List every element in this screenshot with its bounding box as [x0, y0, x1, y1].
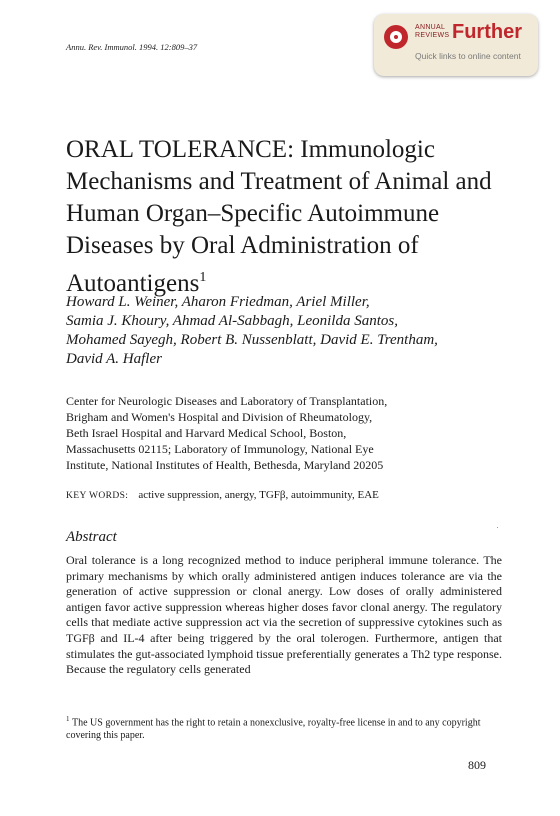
footnote-mark: 1 [66, 715, 70, 723]
author-line: Mohamed Sayegh, Robert B. Nussenblatt, David E. Trentham, [66, 332, 438, 348]
author-list [66, 293, 506, 369]
scan-speck [497, 527, 498, 528]
brand-name: ANNUAL REVIEWS [415, 24, 450, 39]
annual-reviews-logo-icon [384, 25, 408, 49]
affiliation-line: Brigham and Women's Hospital and Division of Rheumatology, [66, 410, 373, 424]
affiliations [66, 393, 506, 473]
further-wordmark: Further [452, 21, 522, 43]
abstract-body: Oral tolerance is a long recognized method to induce peripheral immune tolerance. The primary mechanisms by which orally administered antigen induces tolerance are via the generation of active suppression or clonal anergy. Low doses of orally administered antigen favor active suppression whereas higher doses favor clonal anergy. The regulatory cells that mediate active suppression act via the secretion of suppressive cytokines such as TGFβ and IL-4 after being triggered by the oral tolerogen. Furthermore, antigen that stimulates the gut-associated lymphoid tissue preferentially generates a Th2 type response. Because the regulatory cells generated [66, 553, 502, 677]
title-footnote-mark[interactable]: 1 [199, 270, 207, 285]
author-line: Howard L. Weiner, Aharon Friedman, Ariel Miller, [66, 294, 370, 310]
affiliation-line: Center for Neurologic Diseases and Laboratory of Transplantation, [66, 394, 388, 408]
keywords-text: active suppression, anergy, TGFβ, autoimmunity, EAE [138, 489, 379, 501]
affiliation-line: Institute, National Institutes of Health, Bethesda, Maryland 20205 [66, 458, 384, 472]
footnote-text: The US government has the right to retain a nonexclusive, royalty-free license in and to any copyright covering this paper. [66, 717, 481, 742]
further-tagline: Quick links to online content [415, 51, 521, 61]
author-line: David A. Hafler [66, 351, 162, 367]
journal-reference: Annu. Rev. Immunol. 1994. 12:809–37 [66, 42, 198, 52]
keywords [66, 489, 506, 501]
article-title-text: ORAL TOLERANCE: Immunologic Mechanisms and Treatment of Animal and Human Organ–Specific Autoimmune Diseases by Oral Administration of Autoantigens [66, 136, 492, 297]
author-line: Samia J. Khoury, Ahmad Al-Sabbagh, Leonilda Santos, [66, 313, 398, 329]
article-title [66, 134, 506, 300]
page-number: 809 [468, 758, 486, 772]
affiliation-line: Massachusetts 02115; Laboratory of Immunology, National Eye [66, 442, 374, 456]
footnote [66, 713, 502, 742]
further-links-badge[interactable] [374, 14, 538, 76]
abstract-heading: Abstract [66, 529, 117, 545]
affiliation-line: Beth Israel Hospital and Harvard Medical School, Boston, [66, 426, 347, 440]
keywords-label: KEY WORDS: [66, 491, 129, 501]
